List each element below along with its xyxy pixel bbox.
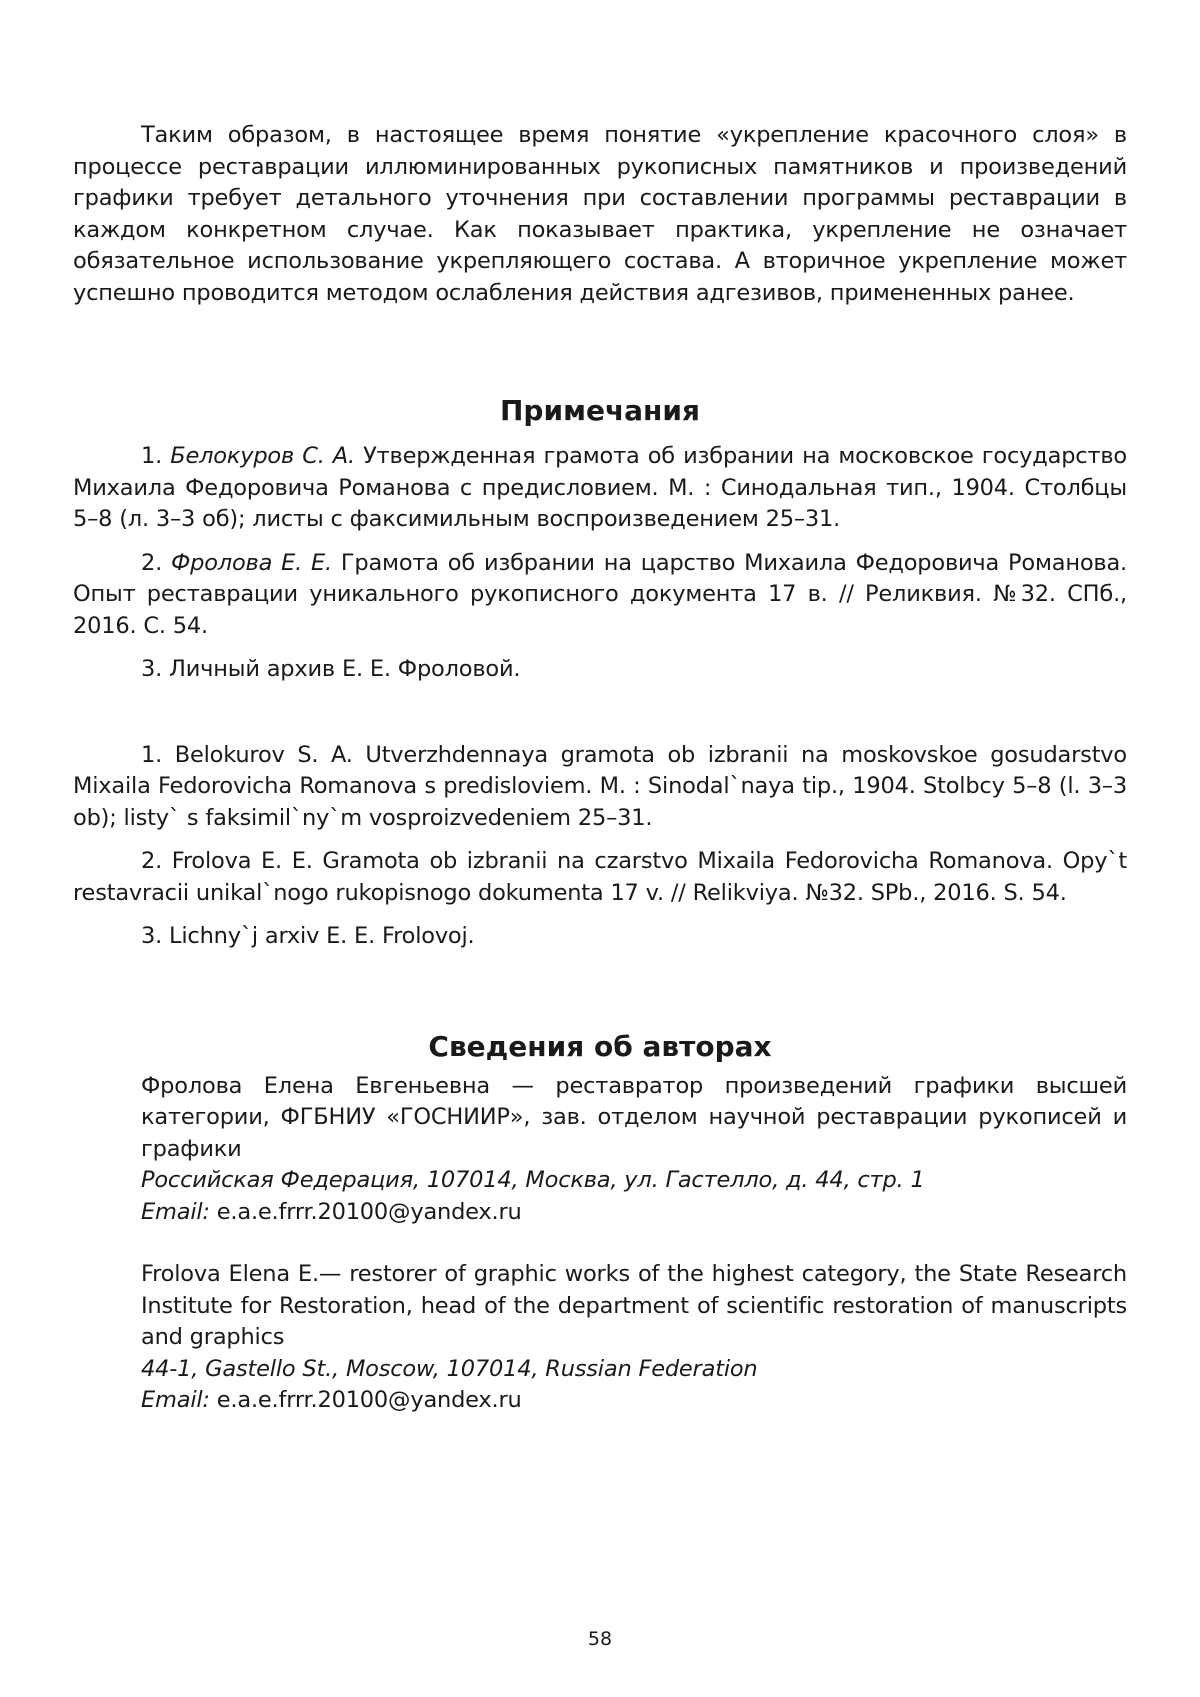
email-label: Email:: [141, 1198, 210, 1225]
note-item: [73, 654, 1127, 686]
note-text: Личный архив Е. Е. Фроловой.: [169, 656, 521, 682]
email-link[interactable]: e.a.e.frrr.20100@yandex.ru: [216, 1387, 522, 1413]
email-link[interactable]: e.a.e.frrr.20100@yandex.ru: [216, 1198, 522, 1225]
note-number: 3.: [141, 656, 163, 682]
page-number: 58: [587, 1628, 613, 1650]
reference-item: 1. Belokurov S. A. Utverzhdennaya gramota ob izbranii na moskovskoe gosudarstvo Mixaila Fedorovicha Romanova s predisloviem. M. : Sinodal`naya tip., 1904. Stolbcy 5–8 (l. 3–3 ob); listy` s faksimil`ny`m vosproizvedeniem 25–31.: [73, 741, 1127, 831]
note-item: [73, 441, 1127, 536]
author-info-ru: [73, 1071, 1127, 1229]
author-info-en: [73, 1259, 1127, 1417]
notes-list: [73, 441, 1127, 686]
author-address: Российская Федерация, 107014, Москва, ул. Гастелло, д. 44, стр. 1: [141, 1167, 925, 1193]
email-label: Email:: [141, 1387, 210, 1413]
author-email-line: [141, 1197, 1127, 1229]
note-author: Белокуров С. А.: [170, 443, 355, 469]
author-bio: Frolova Elena E.— restorer of graphic works of the highest category, the State Research Institute for Restoration, head of the department of scientific restoration of manuscripts and graphics: [141, 1261, 1127, 1350]
note-author: Фролова Е. Е.: [170, 549, 332, 576]
author-email-line: [141, 1385, 1127, 1417]
note-number: 2.: [141, 549, 163, 576]
note-text: Грамота об избрании на царство Михаила Федоровича Романова. Опыт реставрации уникального рукописного документа 17 в. // Реликвия. №32. СПб., 2016. С. 54.: [73, 549, 1127, 639]
notes-title: Примечания: [499, 394, 701, 427]
document-page: [73, 120, 1127, 1417]
reference-item: 3. Lichny`j arxiv E. E. Frolovoj.: [141, 923, 475, 949]
note-item: [73, 548, 1127, 643]
authors-title: Сведения об авторах: [428, 1029, 772, 1063]
references-list: [73, 740, 1127, 953]
note-text: Утвержденная грамота об избрании на московское государство Михаила Федоровича Романова с предисловием. М. : Синодальная тип., 1904. Столбцы 5–8 (л. 3–3 об); листы с факсимильным воспроизведением 25–31.: [73, 443, 1127, 532]
intro-paragraph: Таким образом, в настоящее время понятие «укрепление красочного слоя» в процессе реставрации иллюминированных рукописных памятников и произведений графики требует детального уточнения при составлении программы реставрации в каждом конкретном случае. Как показывает практика, укрепление не означает обязательное использование укрепляющего состава. А вторичное укрепление может успешно проводится методом ослабления действия адгезивов, примененных ранее.: [73, 122, 1127, 306]
note-number: 1.: [141, 443, 163, 469]
author-address: 44-1, Gastello St., Moscow, 107014, Russian Federation: [141, 1355, 758, 1382]
reference-item: 2. Frolova E. E. Gramota ob izbranii na czarstvo Mixaila Fedorovicha Romanova. Opy`t restavracii unikal`nogo rukopisnogo dokumenta 17 v. // Relikviya. №32. SPb., 2016. S. 54.: [73, 848, 1127, 906]
author-bio: Фролова Елена Евгеньевна — реставратор произведений графики высшей категории, ФГБНИУ «ГОСНИИР», зав. отделом научной реставрации рукописей и графики: [141, 1072, 1127, 1162]
